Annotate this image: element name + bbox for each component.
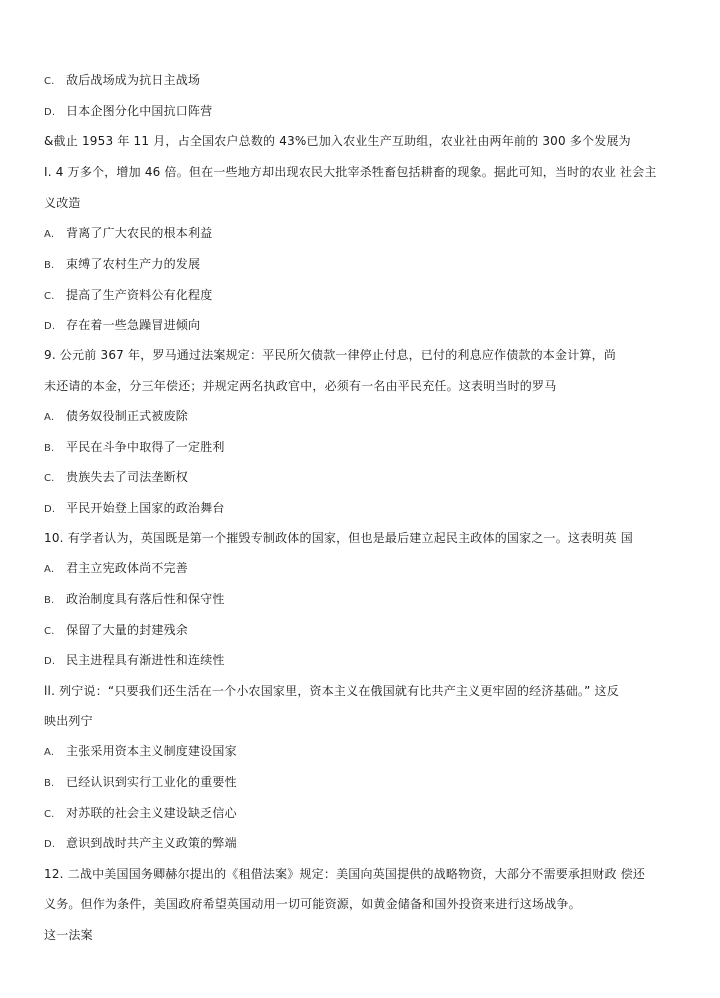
option-letter: B. [44, 595, 55, 606]
option-letter: C. [44, 473, 55, 484]
q11-option-a [44, 743, 237, 761]
q9-option-d [44, 500, 225, 518]
q8-option-b [44, 256, 200, 274]
option-letter: B. [44, 260, 55, 271]
option-text: 平民开始登上国家的政治舞台 [66, 501, 225, 515]
option-text: 君主立宪政体尚不完善 [66, 561, 189, 575]
option-text: 对苏联的社会主义建设缺乏信心 [66, 806, 237, 820]
q10-option-a [44, 560, 188, 578]
option-text: 民主进程具有渐进性和连续性 [66, 653, 225, 667]
option-letter: D. [44, 321, 56, 332]
q9-option-b [44, 439, 225, 457]
q11-option-c [44, 805, 237, 823]
q9-option-c [44, 469, 188, 487]
q10-option-b [44, 591, 225, 609]
q7-option-d [44, 103, 212, 121]
option-letter: B. [44, 443, 55, 454]
q8-option-c [44, 287, 212, 305]
option-letter: B. [44, 778, 55, 789]
q9-stem-line-1: 9. 公元前 367 年，罗马通过法案规定：平民所欠债款一律停止付息，已付的利息应作债款的本金计算，尚 [44, 348, 617, 362]
option-text: 政治制度具有落后性和保守性 [66, 592, 225, 606]
q10-stem: 10. 有学者认为，英国既是第一个摧毁专制政体的国家，但也是最后建立起民主政体的国家之一。这表明英 国 [44, 531, 633, 545]
q8-option-d [44, 317, 200, 335]
q11-option-b [44, 774, 237, 792]
q12-stem-line-2: 义务。但作为条件，美国政府希望英国动用一切可能资源，如黄金储备和国外投资来进行这场战争。 [44, 897, 581, 911]
q8-stem-line-3: 义改造 [44, 196, 81, 210]
q7-option-c [44, 72, 200, 90]
option-text: 主张采用资本主义制度建设国家 [66, 744, 237, 758]
option-letter: A. [44, 747, 55, 758]
option-text: 存在着一些急躁冒进倾向 [66, 318, 201, 332]
option-letter: D. [44, 107, 56, 118]
q8-stem-line-2: I. 4 万多个，增加 46 倍。但在一些地方却出现农民大批宰杀牲畜包括耕畜的现象。据此可知，当时的农业 社会主 [44, 165, 657, 179]
q11-option-d [44, 835, 237, 853]
option-letter: C. [44, 76, 55, 87]
option-text: 贵族失去了司法垄断权 [66, 470, 189, 484]
option-text: 束缚了农村生产力的发展 [66, 257, 201, 271]
option-letter: C. [44, 291, 55, 302]
option-letter: D. [44, 504, 56, 515]
option-letter: C. [44, 809, 55, 820]
option-letter: D. [44, 656, 56, 667]
q9-stem-line-2: 未还请的本金，分三年偿还；并规定两名执政官中，必须有一名由平民充任。这表明当时的罗马 [44, 379, 557, 393]
option-text: 提高了生产资料公有化程度 [66, 288, 213, 302]
option-text: 敌后战场成为抗日主战场 [66, 73, 201, 87]
option-text: 已经认识到实行工业化的重要性 [66, 775, 237, 789]
option-letter: C. [44, 626, 55, 637]
q11-stem-line-2: 映出列宁 [44, 714, 93, 728]
q8-stem-line-1: &截止 1953 年 11 月，占全国农户总数的 43%已加入农业生产互助组，农业社由两年前的 300 多个发展为 [44, 134, 631, 148]
option-letter: A. [44, 564, 55, 575]
option-text: 平民在斗争中取得了一定胜利 [66, 440, 225, 454]
option-letter: A. [44, 229, 55, 240]
option-text: 背离了广大农民的根本利益 [66, 226, 213, 240]
q8-option-a [44, 225, 212, 243]
option-letter: D. [44, 839, 56, 850]
q11-stem-line-1: ll. 列宁说：“只要我们还生活在一个小农国家里，资本主义在俄国就有比共产主义更牢固的经济基础。” 这反 [44, 684, 619, 698]
option-text: 债务奴役制正式被废除 [66, 409, 189, 423]
q9-option-a [44, 408, 188, 426]
q10-option-c [44, 622, 188, 640]
option-letter: A. [44, 412, 55, 423]
option-text: 保留了大量的封建残余 [66, 623, 189, 637]
q12-stem-line-3: 这一法案 [44, 928, 93, 942]
q10-option-d [44, 652, 225, 670]
option-text: 意识到战时共产主义政策的弊端 [66, 836, 237, 850]
option-text: 日本企图分化中国抗口阵营 [66, 104, 213, 118]
q12-stem-line-1: 12. 二战中美国国务卿赫尔提出的《租借法案》规定：美国向英国提供的战略物资，大部分不需要承担财政 偿还 [44, 867, 646, 881]
